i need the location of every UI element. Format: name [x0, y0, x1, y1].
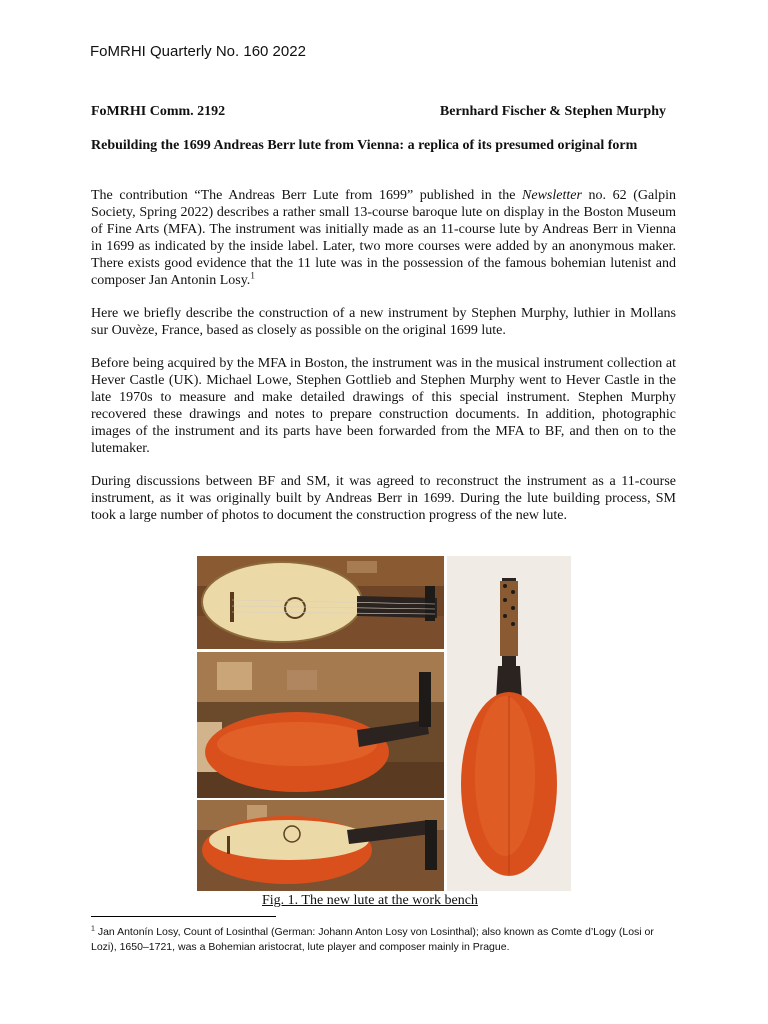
footnote-ref[interactable]: 1	[250, 270, 255, 281]
figure-caption-text: Fig. 1. The new lute at the work bench	[262, 893, 478, 908]
paragraph-1-text-a: The contribution “The Andreas Berr Lute from 1699” published in the	[91, 188, 523, 203]
footnote	[91, 925, 681, 955]
running-header: FoMRHI Quarterly No. 160 2022	[90, 43, 306, 60]
article-title: Rebuilding the 1699 Andreas Berr lute from Vienna: a replica of its presumed original form	[91, 138, 638, 153]
photo-lute-side	[197, 800, 444, 891]
paragraph-2: Here we briefly describe the construction of a new instrument by Stephen Murphy, luthier in Mollans sur Ouvèze, France, based as closely as possible on the original 1699 lute.	[91, 306, 676, 338]
paragraph-3: Before being acquired by the MFA in Boston, the instrument was in the musical instrument collection at Hever Castle (UK). Michael Lowe, Stephen Gottlieb and Stephen Murphy went to Hever Castle in the late 1970s to measure and make detailed drawings of this special instrument. Stephen Murphy recovered these drawings and notes to prepare construction documents. In addition, photographic images of the instrument and its parts have been forwarded from the MFA to BF, and then on to the lutemaker.	[91, 356, 676, 456]
newsletter-title: Newsletter	[522, 188, 582, 203]
footnote-mark: 1	[91, 925, 95, 933]
footnote-divider	[91, 916, 276, 917]
comm-number: FoMRHI Comm. 2192	[91, 104, 226, 119]
figure-caption	[262, 893, 478, 909]
paragraph-1-text-b: no. 62 (Galpin Society, Spring 2022) describes a rather small 13-course baroque lute on display in the Boston Museum of Fine Arts (MFA). The instrument was initially made as an 11-course lute by Andreas Berr in Vienna in 1699 as indicated by the inside label. Later, two more courses were added by an anonymous maker. There exists good evidence that the 11 lute was in the possession of the famous bohemian lutenist and composer Jan Antonin Losy.	[91, 188, 677, 288]
photo-lute-bowl	[197, 652, 444, 798]
paragraph-1	[91, 187, 676, 289]
photo-lute-back	[447, 556, 571, 891]
photo-lute-soundboard	[197, 556, 444, 649]
footnote-text: Jan Antonín Losy, Count of Losinthal (German: Johann Anton Losy von Losinthal); also known as Comte d’Logy (Losi or Lozi), 1650–1721, was a Bohemian aristocrat, lute player and composer mainly in Prague.	[91, 926, 654, 953]
authors: Bernhard Fischer & Stephen Murphy	[439, 104, 666, 119]
paragraph-4: During discussions between BF and SM, it was agreed to reconstruct the instrument as a 11-course instrument, as it was originally built by Andreas Berr in 1699. During the lute building process, SM took a large number of photos to document the construction progress of the new lute.	[91, 474, 676, 523]
